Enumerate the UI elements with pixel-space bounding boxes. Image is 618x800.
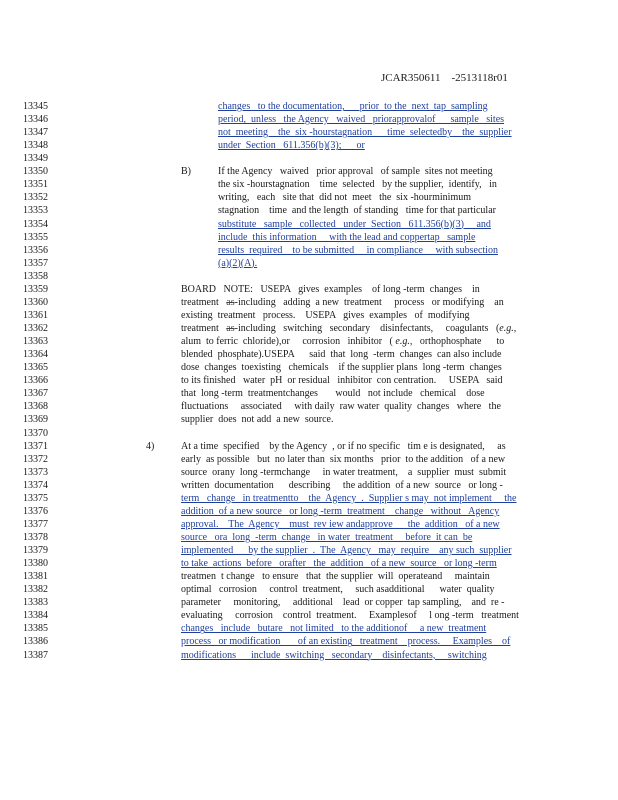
line-text [181, 622, 545, 635]
document-line [0, 479, 618, 492]
document-line [0, 244, 618, 257]
text-segment: supplier does not add a new source. [181, 414, 334, 426]
line-text [181, 400, 545, 413]
line-number: 13349 [23, 153, 48, 165]
text-segment: treatment [181, 323, 227, 335]
line-number: 13386 [23, 636, 48, 648]
line-number: 13361 [23, 309, 48, 321]
inserted-text: changes to the documentation, prior to the next tap sampling [218, 101, 488, 112]
line-number: 13376 [23, 505, 48, 517]
document-line [0, 178, 618, 191]
line-number: 13346 [23, 114, 48, 126]
line-text [218, 139, 545, 152]
line-number: 13366 [23, 375, 48, 387]
list-label: 4) [146, 440, 155, 452]
line-number: 13359 [23, 283, 48, 295]
document-line [0, 413, 618, 426]
line-number: 13375 [23, 492, 48, 504]
text-segment: fluctuations associated with daily raw water quality changes where the [181, 401, 501, 413]
line-text [181, 596, 545, 609]
line-text [218, 100, 545, 113]
document-line [0, 100, 618, 113]
line-text [181, 544, 545, 557]
line-text [218, 204, 545, 217]
line-number: 13374 [23, 479, 48, 491]
line-number: 13373 [23, 466, 48, 478]
document-line [0, 400, 618, 413]
document-line [0, 492, 618, 505]
line-number: 13383 [23, 597, 48, 609]
line-text [181, 453, 545, 466]
line-number: 13355 [23, 231, 48, 243]
document-line [0, 531, 618, 544]
document-line [0, 270, 618, 283]
line-text [181, 518, 545, 531]
line-number: 13345 [23, 101, 48, 112]
document-line [0, 348, 618, 361]
inserted-text: under Section 611.356(b)(3); or [218, 140, 365, 152]
document-line [0, 309, 618, 322]
document-line [0, 570, 618, 583]
text-segment: dose changes toexisting chemicals if the supplier plans long -term changes [181, 362, 502, 374]
document-header: JCAR350611 -2513118r01 [381, 72, 508, 84]
line-number: 13378 [23, 531, 48, 543]
text-segment: alum to ferric chloride),or corrosion inhibitor ( [181, 336, 396, 348]
line-text [181, 479, 545, 492]
line-text [181, 335, 545, 348]
line-number: 13381 [23, 571, 48, 583]
document-line [0, 466, 618, 479]
text-segment: writing, each site that did not meet the six -hourminimum [218, 192, 472, 204]
line-number: 13367 [23, 388, 48, 400]
text-segment: -including adding a new treatment process or modifying an [234, 296, 504, 308]
line-number: 13353 [23, 205, 48, 217]
text-segment: treatment [181, 296, 227, 308]
text-segment: -including switching secondary disinfectants, coagulants ( [234, 323, 500, 335]
document-line [0, 283, 618, 296]
document-line [0, 635, 618, 648]
line-text [181, 466, 545, 479]
line-text [218, 231, 545, 244]
line-text [181, 440, 545, 453]
text-segment: parameter monitoring, additional lead or copper tap sampling, and re - [181, 597, 505, 609]
deleted-text: as [226, 296, 235, 308]
document-line [0, 453, 618, 466]
text-segment: treatmen t change to ensure that the supplier will operateand maintain [181, 571, 490, 583]
line-number: 13351 [23, 179, 48, 191]
line-number: 13384 [23, 610, 48, 622]
line-number: 13362 [23, 323, 48, 335]
document-line [0, 544, 618, 557]
text-segment: existing treatment process. USEPA gives examples of modifying [181, 309, 470, 321]
line-text [181, 583, 545, 596]
inserted-text: to take actions before orafter the addition of a new source or long -term [181, 558, 497, 570]
document-line [0, 296, 618, 309]
text-segment: the six -hourstagnation time selected by the supplier, identify, in [218, 179, 497, 191]
document-line [0, 649, 618, 662]
document-line [0, 335, 618, 348]
document-line [0, 505, 618, 518]
inserted-text: changes include butare not limited to the additionof a new treatment [181, 623, 487, 635]
line-number: 13365 [23, 362, 48, 374]
document-line [0, 218, 618, 231]
document-line [0, 165, 618, 178]
text-segment: early as possible but no later than six months prior to the addition of a new [181, 453, 506, 465]
document-line [0, 374, 618, 387]
inserted-text: approval. The Agency must rev iew andapprove the addition of a new [181, 518, 500, 530]
document-line [0, 191, 618, 204]
inserted-text: period, unless the Agency waived priorapprovalof sample sites [218, 114, 505, 126]
line-text [181, 609, 545, 622]
document-line [0, 322, 618, 335]
line-number: 13354 [23, 218, 48, 230]
document-line [0, 557, 618, 570]
line-text [181, 296, 545, 309]
line-number: 13372 [23, 453, 48, 465]
line-number: 13385 [23, 623, 48, 635]
inserted-text: include this information with the lead and coppertap sample [218, 231, 476, 243]
line-number: 13363 [23, 336, 48, 348]
line-text [218, 218, 545, 231]
text-segment: orthophosphate to [412, 336, 505, 348]
line-text [218, 165, 545, 178]
line-number: 13364 [23, 349, 48, 361]
document-line [0, 126, 618, 139]
inserted-text: not meeting the six -hourstagnation time selectedby the supplier [218, 127, 512, 139]
line-text [181, 635, 545, 648]
document-line [0, 583, 618, 596]
inserted-text: term change in treatmentto the Agency . Supplier s may not implement the [181, 492, 517, 504]
line-number: 13379 [23, 545, 48, 557]
line-number: 13352 [23, 192, 48, 204]
inserted-text: addition of a new source or long -term treatment change without Agency [181, 505, 500, 517]
document-line [0, 518, 618, 531]
text-segment: blended phosphate).USEPA said that long -term changes can also include [181, 349, 502, 361]
line-number: 13371 [23, 440, 48, 452]
document-line [0, 257, 618, 270]
document-line [0, 204, 618, 217]
inserted-text: (a)(2)(A). [218, 257, 258, 269]
line-number: 13348 [23, 140, 48, 152]
line-text [181, 322, 545, 335]
text-segment: source orany long -termchange in water treatment, a supplier must submit [181, 466, 507, 478]
document-line [0, 361, 618, 374]
line-number: 13387 [23, 649, 48, 661]
document-line [0, 139, 618, 152]
inserted-text: substitute sample collected under Section 611.356(b)(3) and [218, 218, 491, 230]
line-text [181, 309, 545, 322]
line-text [181, 283, 545, 296]
line-text [181, 649, 545, 662]
text-segment: optimal corrosion control treatment, such asadditional water quality [181, 584, 495, 596]
line-number: 13360 [23, 296, 48, 308]
line-text [218, 126, 545, 139]
line-number: 13358 [23, 270, 48, 282]
text-segment: written documentation describing the addition of a new source or long - [181, 479, 503, 491]
line-text [181, 570, 545, 583]
document-line [0, 231, 618, 244]
deleted-text: as [226, 323, 235, 335]
line-number: 13368 [23, 401, 48, 413]
text-segment: e.g., [395, 336, 413, 348]
line-text [181, 374, 545, 387]
line-text [218, 178, 545, 191]
text-segment: If the Agency waived prior approval of sample sites not meeting [218, 166, 493, 178]
text-segment: to its finished water pH or residual inhibitor con centration. USEPA said [181, 375, 503, 387]
line-number: 13380 [23, 558, 48, 570]
line-number: 13377 [23, 518, 48, 530]
document-line [0, 152, 618, 165]
line-text [218, 191, 545, 204]
line-text [218, 244, 545, 257]
line-number: 13356 [23, 244, 48, 256]
inserted-text: source ora long -term change in water treatment before it can be [181, 531, 473, 543]
line-text [181, 361, 545, 374]
line-text [181, 348, 545, 361]
text-segment: evaluating corrosion control treatment. Examplesof l ong -term treatment [181, 610, 519, 622]
line-text [181, 505, 545, 518]
document-line [0, 113, 618, 126]
inserted-text: process or modification of an existing treatment process. Examples of [181, 636, 511, 648]
line-number: 13369 [23, 414, 48, 426]
line-text [218, 113, 545, 126]
text-segment: that long -term treatmentchanges would not include chemical dose [181, 388, 485, 400]
line-text [181, 531, 545, 544]
line-number: 13347 [23, 127, 48, 139]
inserted-text: results required to be submitted in compliance with subsection [218, 244, 498, 256]
document-line [0, 622, 618, 635]
text-segment: e.g., [499, 323, 517, 335]
document-line [0, 596, 618, 609]
line-text [181, 557, 545, 570]
line-number: 13382 [23, 584, 48, 596]
document-line [0, 387, 618, 400]
line-number: 13350 [23, 166, 48, 178]
document-line [0, 609, 618, 622]
line-text [181, 387, 545, 400]
document-line [0, 440, 618, 453]
line-number: 13370 [23, 427, 48, 439]
line-number: 13357 [23, 257, 48, 269]
inserted-text: implemented by the supplier . The Agency may require any such supplier [181, 545, 512, 557]
line-text [181, 492, 545, 505]
inserted-text: modifications include switching secondary disinfectants, switching [181, 649, 487, 661]
document-line [0, 427, 618, 440]
line-text [218, 257, 545, 270]
text-segment: At a time specified by the Agency , or if no specific tim e is designated, as [181, 440, 506, 452]
list-label: B) [181, 166, 191, 178]
text-segment: BOARD NOTE: USEPA gives examples of long -term changes in [181, 283, 480, 295]
text-segment: stagnation time and the length of standing time for that particular [218, 205, 496, 217]
line-text [181, 413, 545, 426]
